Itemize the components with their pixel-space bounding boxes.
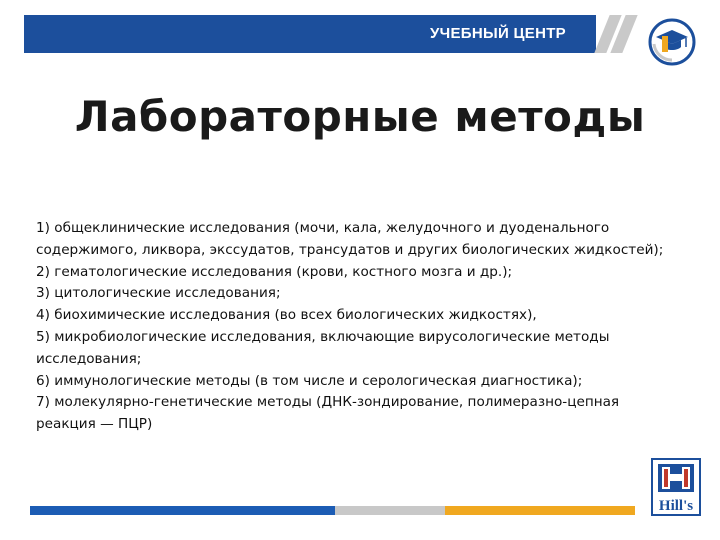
page-title: Лабораторные методы [74, 92, 646, 141]
graduation-cap-icon [648, 18, 696, 66]
banner-title: УЧЕБНЫЙ ЦЕНТР [430, 25, 566, 42]
list-line: 3) цитологические исследования; [36, 285, 281, 302]
hills-logo-text: Hill's [658, 498, 694, 514]
list-line: 7) молекулярно-генетические методы (ДНК-зондирование, полимеразно-цепная [36, 394, 620, 411]
list-line: 6) иммунологические методы (в том числе и серологическая диагностика); [36, 372, 583, 389]
list-line: 1) общеклинические исследования (мочи, кала, желудочного и дуоденального [36, 220, 610, 236]
hills-logo [651, 458, 701, 516]
list-line: содержимого, ликвора, экссудатов, трансудатов и других биологических жидкостей); [36, 241, 664, 258]
list-line: 2) гематологические исследования (крови, костного мозга и др.); [36, 263, 513, 280]
list-line: реакция — ПЦР) [36, 416, 153, 433]
list-line: исследования; [36, 350, 142, 367]
list-line: 5) микробиологические исследования, включающие вирусологические методы [36, 328, 610, 345]
header-banner [24, 15, 630, 53]
footer-bar-gray [335, 506, 445, 515]
footer-bar-orange [445, 506, 635, 515]
list-line: 4) биохимические исследования (во всех биологических жидкостях), [36, 307, 537, 324]
methods-list [36, 218, 696, 436]
footer-bar-blue [30, 506, 335, 515]
